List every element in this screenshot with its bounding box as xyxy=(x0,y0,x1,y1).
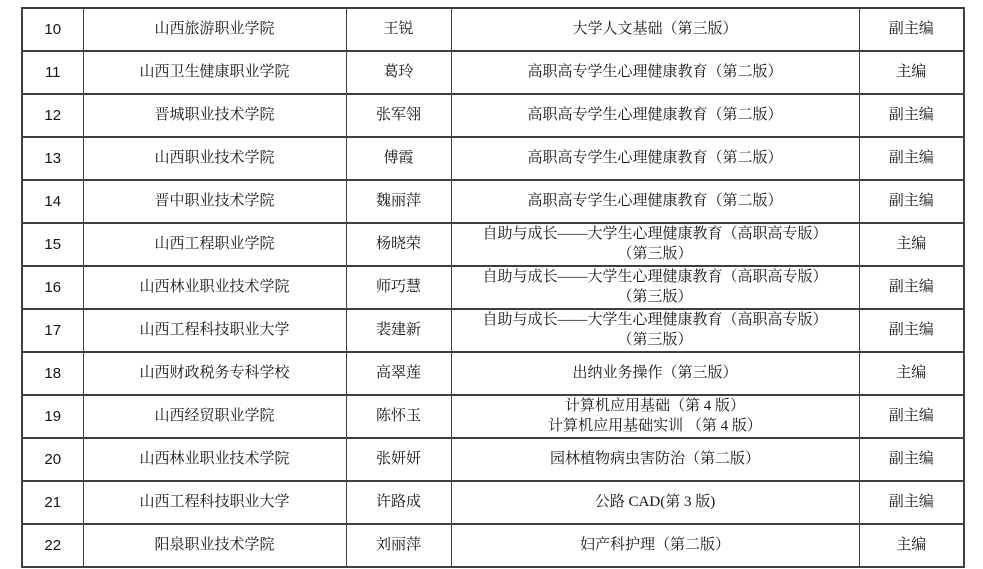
cell-role: 副主编 xyxy=(859,309,964,352)
cell-institution: 山西工程科技职业大学 xyxy=(83,309,346,352)
table-row xyxy=(22,524,964,567)
title-line: 大学人文基础（第三版） xyxy=(572,20,738,37)
cell-title xyxy=(451,51,859,94)
cell-role: 主编 xyxy=(859,223,964,266)
cell-name: 傅霞 xyxy=(346,137,451,180)
title-line: 高职高专学生心理健康教育（第二版） xyxy=(527,149,783,166)
cell-institution: 山西林业职业技术学院 xyxy=(83,266,346,309)
cell-title xyxy=(451,8,859,51)
cell-role: 主编 xyxy=(859,524,964,567)
table-row xyxy=(22,438,964,481)
table-row xyxy=(22,266,964,309)
cell-role: 副主编 xyxy=(859,8,964,51)
cell-title xyxy=(451,94,859,137)
title-line: 妇产科护理（第二版） xyxy=(579,536,730,553)
cell-role: 副主编 xyxy=(859,180,964,223)
table-row xyxy=(22,352,964,395)
cell-seq: 10 xyxy=(22,8,83,51)
title-line: 高职高专学生心理健康教育（第二版） xyxy=(527,63,783,80)
title-line: 出纳业务操作（第三版） xyxy=(572,364,738,381)
cell-role: 副主编 xyxy=(859,438,964,481)
cell-name: 葛玲 xyxy=(346,51,451,94)
editor-table-body xyxy=(22,8,964,567)
table-row xyxy=(22,51,964,94)
cell-seq: 19 xyxy=(22,395,83,438)
table-row xyxy=(22,223,964,266)
cell-name: 张军翎 xyxy=(346,94,451,137)
title-line: （第三版） xyxy=(617,331,693,348)
title-line: （第三版） xyxy=(617,245,693,262)
cell-name: 高翠莲 xyxy=(346,352,451,395)
title-line: （第三版） xyxy=(617,288,693,305)
table-row xyxy=(22,137,964,180)
cell-institution: 山西职业技术学院 xyxy=(83,137,346,180)
cell-name: 张妍妍 xyxy=(346,438,451,481)
table-row xyxy=(22,309,964,352)
cell-seq: 20 xyxy=(22,438,83,481)
title-line: 公路 CAD(第 3 版) xyxy=(594,493,716,510)
table-row xyxy=(22,395,964,438)
cell-title xyxy=(451,223,859,266)
cell-institution: 山西旅游职业学院 xyxy=(83,8,346,51)
cell-seq: 18 xyxy=(22,352,83,395)
cell-name: 刘丽萍 xyxy=(346,524,451,567)
cell-institution: 山西经贸职业学院 xyxy=(83,395,346,438)
cell-role: 副主编 xyxy=(859,481,964,524)
title-line: 自助与成长——大学生心理健康教育（高职高专版） xyxy=(482,312,828,329)
title-line: 计算机应用基础实训 （第 4 版） xyxy=(548,417,762,434)
cell-name: 杨晓荣 xyxy=(346,223,451,266)
editor-assignment-table xyxy=(21,7,965,568)
cell-title xyxy=(451,395,859,438)
cell-seq: 11 xyxy=(22,51,83,94)
cell-title xyxy=(451,180,859,223)
cell-institution: 晋城职业技术学院 xyxy=(83,94,346,137)
cell-institution: 山西工程职业学院 xyxy=(83,223,346,266)
cell-title xyxy=(451,137,859,180)
cell-name: 师巧慧 xyxy=(346,266,451,309)
cell-title xyxy=(451,309,859,352)
cell-role: 副主编 xyxy=(859,94,964,137)
cell-seq: 13 xyxy=(22,137,83,180)
cell-title xyxy=(451,524,859,567)
cell-institution: 山西财政税务专科学校 xyxy=(83,352,346,395)
cell-role: 主编 xyxy=(859,352,964,395)
cell-name: 陈怀玉 xyxy=(346,395,451,438)
cell-title xyxy=(451,352,859,395)
cell-title xyxy=(451,266,859,309)
cell-seq: 22 xyxy=(22,524,83,567)
cell-seq: 14 xyxy=(22,180,83,223)
title-line: 自助与成长——大学生心理健康教育（高职高专版） xyxy=(482,226,828,243)
cell-seq: 21 xyxy=(22,481,83,524)
title-line: 园林植物病虫害防治（第二版） xyxy=(549,450,760,467)
title-line: 自助与成长——大学生心理健康教育（高职高专版） xyxy=(482,269,828,286)
cell-role: 主编 xyxy=(859,51,964,94)
cell-role: 副主编 xyxy=(859,266,964,309)
cell-seq: 12 xyxy=(22,94,83,137)
cell-seq: 15 xyxy=(22,223,83,266)
cell-name: 王锐 xyxy=(346,8,451,51)
cell-title xyxy=(451,481,859,524)
table-row xyxy=(22,94,964,137)
cell-seq: 17 xyxy=(22,309,83,352)
title-line: 高职高专学生心理健康教育（第二版） xyxy=(527,106,783,123)
cell-name: 裴建新 xyxy=(346,309,451,352)
cell-institution: 山西卫生健康职业学院 xyxy=(83,51,346,94)
table-row xyxy=(22,8,964,51)
cell-institution: 阳泉职业技术学院 xyxy=(83,524,346,567)
title-line: 高职高专学生心理健康教育（第二版） xyxy=(527,192,783,209)
table-row xyxy=(22,180,964,223)
cell-name: 魏丽萍 xyxy=(346,180,451,223)
cell-role: 副主编 xyxy=(859,137,964,180)
cell-name: 许路成 xyxy=(346,481,451,524)
cell-institution: 晋中职业技术学院 xyxy=(83,180,346,223)
title-line: 计算机应用基础（第 4 版） xyxy=(564,398,745,415)
cell-role: 副主编 xyxy=(859,395,964,438)
cell-institution: 山西工程科技职业大学 xyxy=(83,481,346,524)
cell-institution: 山西林业职业技术学院 xyxy=(83,438,346,481)
cell-title xyxy=(451,438,859,481)
table-row xyxy=(22,481,964,524)
cell-seq: 16 xyxy=(22,266,83,309)
